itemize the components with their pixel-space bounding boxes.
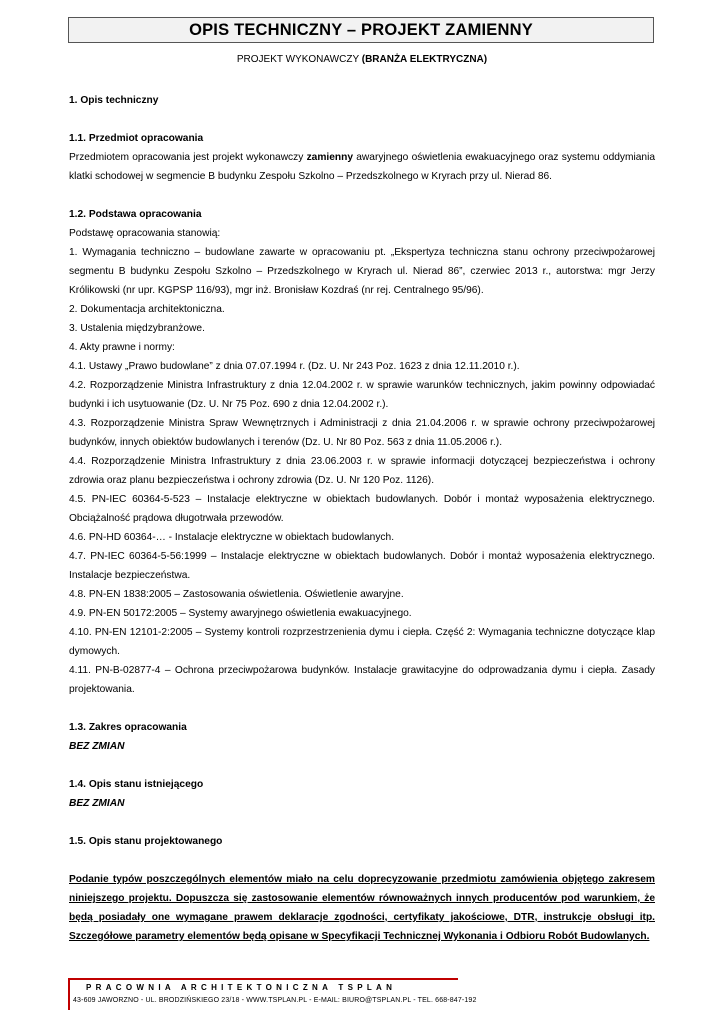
list-item: 4.1. Ustawy „Prawo budowlane” z dnia 07.07.1994 r. (Dz. U. Nr 243 Poz. 1623 z dnia 12.11.2010 r.). [69,361,520,372]
document-body [69,91,655,946]
list-item: 4. Akty prawne i normy: [69,342,175,353]
section-1-4-value: BEZ ZMIAN [69,798,125,809]
section-1-3-heading: 1.3. Zakres opracowania [69,722,187,733]
section-1-4-heading: 1.4. Opis stanu istniejącego [69,779,204,790]
list-item: 4.7. PN-IEC 60364-5-56:1999 – Instalacje elektryczne w obiektach budowlanych. Dobór i montaż wyposażenia elektrycznego. Instalacje bezpieczeństwa. [69,551,655,581]
section-1-1-heading: 1.1. Przedmiot opracowania [69,133,204,144]
section-1-3-value: BEZ ZMIAN [69,741,125,752]
list-item: 4.2. Rozporządzenie Ministra Infrastruktury z dnia 12.04.2002 r. w sprawie warunków technicznych, jakim powinny odpowiadać budynki i ich usytuowanie (Dz. U. Nr 75 Poz. 690 z dnia 12.04.2002 r.). [69,380,655,410]
s11-text-bold: zamienny [306,152,354,163]
footer-address: 43-609 JAWORZNO - UL. BRODZIŃSKIEGO 23/18 - WWW.TSPLAN.PL - E-MAIL: BIURO@TSPLAN.PL - TEL. 668-847-192 [73,997,477,1004]
list-item: 3. Ustalenia międzybranżowe. [69,323,205,334]
list-item: 4.6. PN-HD 60364-… - Instalacje elektryczne w obiektach budowlanych. [69,532,395,543]
document-subtitle [0,54,724,65]
list-item: 4.11. PN-B-02877-4 – Ochrona przeciwpożarowa budynków. Instalacje grawitacyjne do odprowadzania dymu i ciepła. Zasady projektowania. [69,665,655,695]
equivalence-notice: Podanie typów poszczególnych elementów miało na celu doprecyzowanie przedmiotu zamówienia objętego zakresem niniejszego projektu. Dopuszcza się zastosowanie elementów równoważnych innych producentów pod warunkiem, że będą posiadały one wymagane prawem deklaracje zgodności, certyfikaty jakościowe, DTR, instrukcje obsługi itp. Szczegółowe parametry elementów będą opisane w Specyfikacji Technicznej Wykonania i Odbioru Robót Budowlanych. [69,874,655,942]
list-item: 4.4. Rozporządzenie Ministra Infrastruktury z dnia 23.06.2003 r. w sprawie informacji dotyczącej bezpieczeństwa i ochrony zdrowia oraz planu bezpieczeństwa i ochrony zdrowia (Dz. U. Nr 120 Poz. 1126). [69,456,655,486]
list-item: 1. Wymagania techniczno – budowlane zawarte w opracowaniu pt. „Ekspertyza techniczna stanu ochrony przeciwpożarowej segmentu B budynku Zespołu Szkolno – Przedszkolnego w Kryrach ul. Nierad 86”, czerwiec 2013 r., autorstwa: mgr Jerzy Królikowski (nr upr. KGPSP 116/93), mgr inż. Bronisław Kozdraś (nr rej. Centralnego 95/96). [69,247,655,296]
section-1-heading: 1. Opis techniczny [69,95,159,106]
list-item: 2. Dokumentacja architektoniczna. [69,304,225,315]
s11-text-b: awaryjnego oświetlenia ewakuacyjnego oraz systemu oddymiania klatki schodowej w segmencie B budynku Zespołu Szkolno – Przedszkolnego w Kryrach przy ul. Nierad 86. [69,152,656,182]
list-item: Podstawę opracowania stanowią: [69,228,221,239]
list-item: 4.5. PN-IEC 60364-5-523 – Instalacje elektryczne w obiektach budowlanych. Dobór i montaż wyposażenia elektrycznego. Obciążalność prądowa długotrwała przewodów. [69,494,655,524]
section-1-1-text [69,148,655,186]
page-footer [68,978,477,1010]
subtitle-prefix: PROJEKT WYKONAWCZY [236,54,362,65]
document-title: OPIS TECHNICZNY – PROJEKT ZAMIENNY [68,17,654,43]
section-1-5-heading: 1.5. Opis stanu projektowanego [69,836,223,847]
section-1-2-heading: 1.2. Podstawa opracowania [69,209,202,220]
list-item: 4.9. PN-EN 50172:2005 – Systemy awaryjnego oświetlenia ewakuacyjnego. [69,608,412,619]
subtitle-branch: (BRANŻA ELEKTRYCZNA) [361,54,488,65]
list-item: 4.3. Rozporządzenie Ministra Spraw Wewnętrznych i Administracji z dnia 21.04.2006 r. w sprawie ochrony przeciwpożarowej budynków, innych obiektów budowlanych i terenów (Dz. U. Nr 80 Poz. 563 z dnia 11.05.2006 r.). [69,418,655,448]
s11-text-a: Przedmiotem opracowania jest projekt wykonawczy [69,152,307,163]
footer-firm-name: PRACOWNIA ARCHITEKTONICZNA TSPLAN [86,983,397,992]
list-item: 4.8. PN-EN 1838:2005 – Zastosowania oświetlenia. Oświetlenie awaryjne. [69,589,404,600]
list-item: 4.10. PN-EN 12101-2:2005 – Systemy kontroli rozprzestrzenienia dymu i ciepła. Część 2: Wymagania techniczne dotyczące klap dymowych. [69,627,655,657]
